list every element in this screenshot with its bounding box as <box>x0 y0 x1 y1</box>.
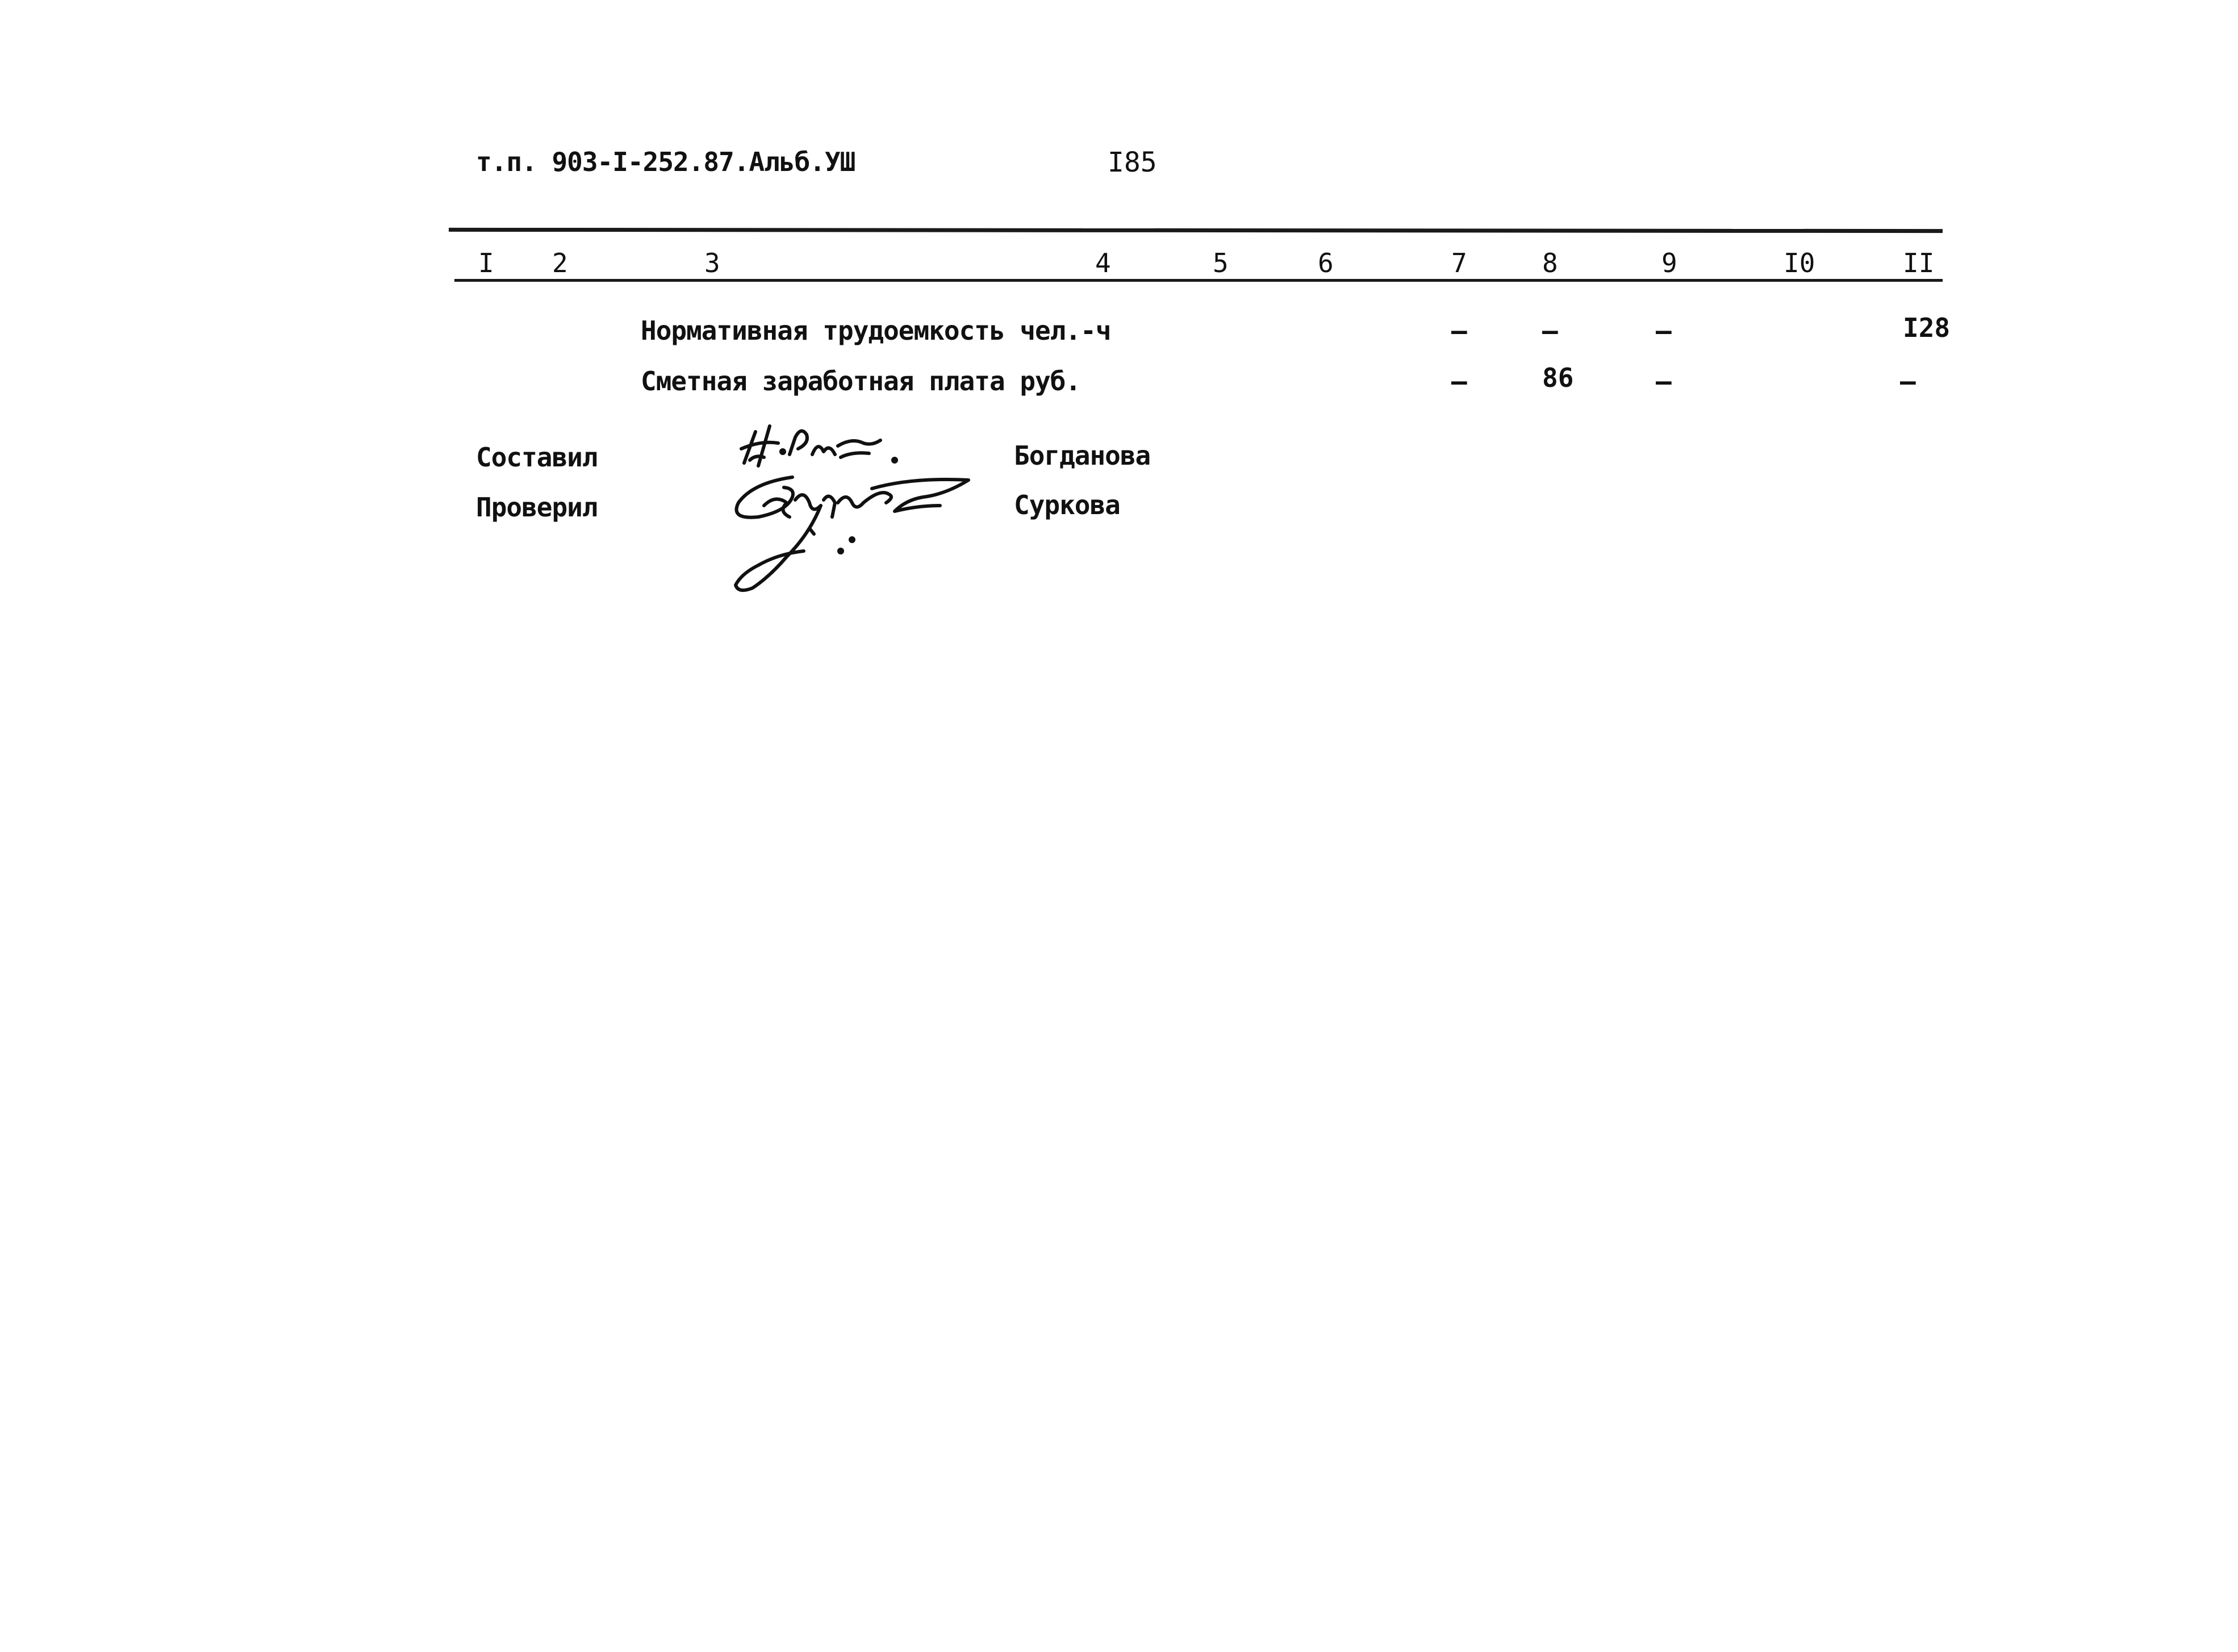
cell-col11: – <box>1900 366 1916 397</box>
cell-col9: – <box>1656 366 1672 397</box>
column-number: 5 <box>1213 248 1229 278</box>
column-number: 6 <box>1318 248 1334 278</box>
page-number: I85 <box>1108 147 1157 178</box>
compiled-by-label: Составил <box>476 442 598 473</box>
column-number: II <box>1903 248 1935 278</box>
row-label: Сметная заработная плата руб. <box>641 366 1081 397</box>
column-number: 9 <box>1661 248 1677 278</box>
document-reference: т.п. 903-I-252.87.Альб.УШ <box>476 147 855 177</box>
column-number: 4 <box>1095 248 1111 278</box>
column-number: I <box>478 248 494 278</box>
cell-col8: 86 <box>1542 362 1574 393</box>
signature-checked-image <box>724 472 986 596</box>
table-header-rule <box>454 279 1943 282</box>
cell-col9: – <box>1656 315 1672 346</box>
compiled-by-name: Богданова <box>1014 440 1151 471</box>
column-number: 8 <box>1542 248 1558 278</box>
cell-col7: – <box>1451 315 1467 346</box>
column-number: I0 <box>1784 248 1815 278</box>
column-number: 3 <box>704 248 720 278</box>
column-number: 7 <box>1451 248 1467 278</box>
signature-compiled-image <box>738 420 909 477</box>
row-label: Нормативная трудоемкость чел.-ч <box>641 315 1111 346</box>
cell-col11: I28 <box>1903 312 1951 343</box>
column-number: 2 <box>552 248 568 278</box>
checked-by-label: Проверил <box>476 492 598 523</box>
cell-col8: – <box>1542 315 1558 346</box>
checked-by-name: Суркова <box>1014 490 1120 520</box>
cell-col7: – <box>1451 366 1467 397</box>
table-top-rule <box>449 228 1943 233</box>
